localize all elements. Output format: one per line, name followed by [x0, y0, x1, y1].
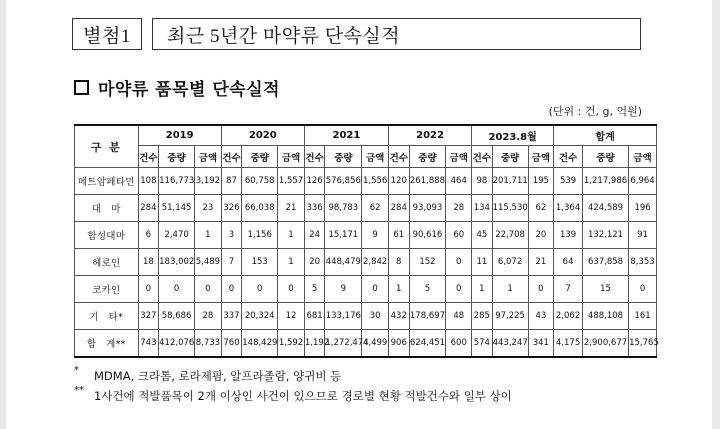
section-title-text: 마약류 품목별 단속실적	[98, 79, 281, 100]
year-header: 합계	[554, 125, 657, 146]
table-cell: 327	[138, 303, 159, 330]
footnote-2	[74, 385, 512, 404]
table-cell: 28	[446, 195, 472, 222]
table-cell: 28	[195, 303, 222, 330]
table-cell: 15	[582, 276, 628, 303]
table-cell: 148,429	[242, 330, 278, 358]
table-cell: 424,589	[582, 195, 628, 222]
table-cell: 126	[304, 168, 325, 195]
table-cell: 196	[629, 195, 657, 222]
table-cell: 4,499	[362, 330, 389, 358]
sub-header: 금액	[629, 146, 657, 168]
sub-header: 중량	[242, 146, 278, 168]
sub-header-row	[75, 146, 657, 168]
table-cell: 7	[554, 276, 583, 303]
table-cell: 3	[221, 222, 242, 249]
table-cell: 93,093	[409, 195, 446, 222]
table-cell: 0	[242, 276, 278, 303]
table-cell: 6,964	[629, 168, 657, 195]
table-cell: 45	[472, 222, 493, 249]
table-cell: 61	[388, 222, 409, 249]
table-cell: 0	[629, 276, 657, 303]
table-cell: 152	[409, 249, 446, 276]
table-row	[75, 222, 657, 249]
table-cell: 1	[278, 222, 305, 249]
table-cell: 1	[388, 276, 409, 303]
table-cell: 98	[472, 168, 493, 195]
table-cell: 906	[388, 330, 409, 358]
table-cell: 5,489	[195, 249, 222, 276]
table-cell: 326	[221, 195, 242, 222]
table-cell: 1	[195, 222, 222, 249]
table-cell: 5	[304, 276, 325, 303]
table-cell: 133,176	[325, 303, 362, 330]
table-cell: 1,592	[278, 330, 305, 358]
table-cell: 0	[159, 276, 195, 303]
table-cell: 161	[629, 303, 657, 330]
table-cell: 2,470	[159, 222, 195, 249]
row-label: 합성대마	[75, 222, 139, 249]
footnote-text: 1사건에 적발품목이 2개 이상인 사건이 있으므로 경로별 현황 적발건수와 일부 상이	[94, 389, 512, 403]
table-cell: 87	[221, 168, 242, 195]
right-edge-border	[712, 0, 720, 429]
table-row	[75, 249, 657, 276]
sub-header: 금액	[446, 146, 472, 168]
table-cell: 183,002	[159, 249, 195, 276]
sub-header: 건수	[138, 146, 159, 168]
sub-header: 건수	[221, 146, 242, 168]
sub-header: 건수	[388, 146, 409, 168]
table-cell: 432	[388, 303, 409, 330]
table-cell: 43	[528, 303, 554, 330]
year-header-row	[75, 125, 657, 146]
table-cell: 11	[472, 249, 493, 276]
table-cell: 6	[138, 222, 159, 249]
table-cell: 195	[528, 168, 554, 195]
table-cell: 337	[221, 303, 242, 330]
year-header: 2021	[304, 125, 388, 146]
sub-header: 중량	[409, 146, 446, 168]
table-cell: 15,765	[629, 330, 657, 358]
table-cell: 760	[221, 330, 242, 358]
sub-header: 금액	[528, 146, 554, 168]
table-row	[75, 303, 657, 330]
table-cell: 60,758	[242, 168, 278, 195]
sub-header: 금액	[278, 146, 305, 168]
sub-header: 중량	[492, 146, 528, 168]
table-cell: 0	[446, 249, 472, 276]
table-cell: 20	[304, 249, 325, 276]
table-cell: 97,225	[492, 303, 528, 330]
table-cell: 3,192	[195, 168, 222, 195]
table-cell: 9	[362, 222, 389, 249]
table-cell: 62	[362, 195, 389, 222]
seizure-table	[74, 124, 657, 358]
table-cell: 5	[409, 276, 446, 303]
table-cell: 12	[278, 303, 305, 330]
table-cell: 115,530	[492, 195, 528, 222]
table-cell: 120	[388, 168, 409, 195]
sub-header: 금액	[362, 146, 389, 168]
table-cell: 1,364	[554, 195, 583, 222]
attachment-badge: 별첨1	[72, 18, 142, 50]
table-cell: 2,900,677	[582, 330, 628, 358]
table-cell: 574	[472, 330, 493, 358]
sub-header: 건수	[304, 146, 325, 168]
square-bullet-icon	[74, 80, 89, 95]
table-cell: 153	[242, 249, 278, 276]
table-cell: 134	[472, 195, 493, 222]
table-row	[75, 195, 657, 222]
table-cell: 1,272,474	[325, 330, 362, 358]
table-cell: 30	[362, 303, 389, 330]
table-cell: 108	[138, 168, 159, 195]
table-cell: 0	[362, 276, 389, 303]
corner-header: 구 분	[75, 125, 139, 168]
table-cell: 443,247	[492, 330, 528, 358]
table-cell: 20	[528, 222, 554, 249]
table-cell: 576,856	[325, 168, 362, 195]
table-cell: 336	[304, 195, 325, 222]
table-cell: 341	[528, 330, 554, 358]
table-cell: 261,888	[409, 168, 446, 195]
table-cell: 178,697	[409, 303, 446, 330]
table-cell: 0	[138, 276, 159, 303]
table-cell: 681	[304, 303, 325, 330]
table-cell: 98,783	[325, 195, 362, 222]
left-edge-border	[0, 0, 6, 429]
footnote-1	[74, 365, 342, 384]
sub-header: 중량	[159, 146, 195, 168]
table-row	[75, 276, 657, 303]
table-cell: 1,217,986	[582, 168, 628, 195]
table-cell: 1,192	[304, 330, 325, 358]
table-cell: 48	[446, 303, 472, 330]
table-cell: 20,324	[242, 303, 278, 330]
year-header: 2023.8월	[472, 125, 554, 146]
table-cell: 1	[278, 249, 305, 276]
row-label: 메트암페타민	[75, 168, 139, 195]
table-cell: 66,038	[242, 195, 278, 222]
table-cell: 600	[446, 330, 472, 358]
table-cell: 90,616	[409, 222, 446, 249]
table-cell: 139	[554, 222, 583, 249]
table-cell: 4,175	[554, 330, 583, 358]
table-cell: 1,556	[362, 168, 389, 195]
table-cell: 22,708	[492, 222, 528, 249]
table-cell: 2,062	[554, 303, 583, 330]
table-cell: 743	[138, 330, 159, 358]
table-cell: 21	[278, 195, 305, 222]
table-cell: 8,733	[195, 330, 222, 358]
table-cell: 201,711	[492, 168, 528, 195]
table-cell: 6,072	[492, 249, 528, 276]
table-cell: 18	[138, 249, 159, 276]
table-cell: 1,156	[242, 222, 278, 249]
table-cell: 0	[446, 276, 472, 303]
table-cell: 0	[278, 276, 305, 303]
table-cell: 637,858	[582, 249, 628, 276]
table-cell: 132,121	[582, 222, 628, 249]
year-header: 2019	[138, 125, 221, 146]
table-row	[75, 168, 657, 195]
table-cell: 58,686	[159, 303, 195, 330]
table-body	[75, 168, 657, 358]
table-cell: 412,076	[159, 330, 195, 358]
year-header: 2022	[388, 125, 471, 146]
sub-header: 중량	[582, 146, 628, 168]
footnote-mark: **	[74, 385, 84, 396]
table-cell: 448,479	[325, 249, 362, 276]
table-cell: 8	[388, 249, 409, 276]
row-label: 코카인	[75, 276, 139, 303]
sub-header: 금액	[195, 146, 222, 168]
table-cell: 60	[446, 222, 472, 249]
table-cell: 2,842	[362, 249, 389, 276]
sub-header: 건수	[554, 146, 583, 168]
table-cell: 1	[492, 276, 528, 303]
row-label: 헤로인	[75, 249, 139, 276]
table-row	[75, 330, 657, 358]
table-cell: 1,557	[278, 168, 305, 195]
table-cell: 62	[528, 195, 554, 222]
table-cell: 7	[221, 249, 242, 276]
section-heading	[74, 76, 280, 98]
table-cell: 116,773	[159, 168, 195, 195]
table-cell: 51,145	[159, 195, 195, 222]
table-cell: 464	[446, 168, 472, 195]
year-header: 2020	[221, 125, 304, 146]
table-cell: 624,451	[409, 330, 446, 358]
table-cell: 0	[195, 276, 222, 303]
table-cell: 0	[528, 276, 554, 303]
table-cell: 64	[554, 249, 583, 276]
table-cell: 91	[629, 222, 657, 249]
table-cell: 488,108	[582, 303, 628, 330]
page-title: 최근 5년간 마약류 단속실적	[152, 18, 641, 50]
table-cell: 15,171	[325, 222, 362, 249]
table-cell: 21	[528, 249, 554, 276]
row-label: 합 계**	[75, 330, 139, 358]
table-cell: 0	[221, 276, 242, 303]
table-cell: 8,353	[629, 249, 657, 276]
table-cell: 539	[554, 168, 583, 195]
row-label: 기 타*	[75, 303, 139, 330]
table-cell: 24	[304, 222, 325, 249]
sub-header: 중량	[325, 146, 362, 168]
table-cell: 284	[138, 195, 159, 222]
table-cell: 1	[472, 276, 493, 303]
table-cell: 23	[195, 195, 222, 222]
footnote-text: MDMA, 크라톰, 로라제팜, 알프라졸람, 양귀비 등	[94, 369, 342, 383]
footnote-mark: *	[74, 365, 79, 376]
sub-header: 건수	[472, 146, 493, 168]
table-cell: 284	[388, 195, 409, 222]
table-cell: 285	[472, 303, 493, 330]
row-label: 대 마	[75, 195, 139, 222]
unit-note: (단위 : 건, g, 억원)	[548, 105, 642, 118]
table-cell: 9	[325, 276, 362, 303]
